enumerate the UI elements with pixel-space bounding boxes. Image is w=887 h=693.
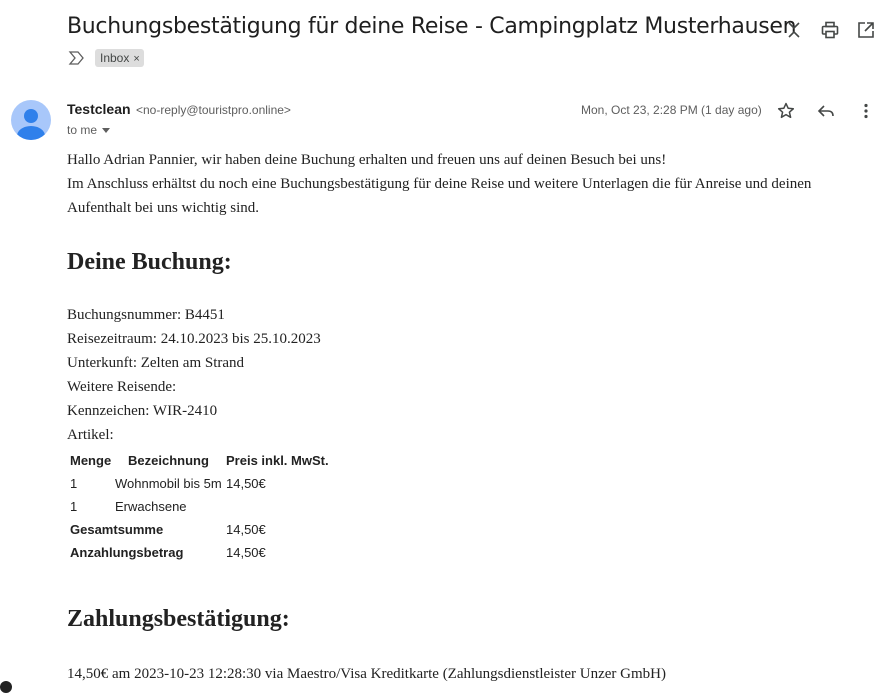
articles-label: Artikel: bbox=[67, 427, 114, 443]
payment-confirmation-text: 14,50€ am 2023-10-23 12:28:30 via Maestro/Visa Kreditkarte (Zahlungsdienstleister Unzer GmbH) bbox=[67, 666, 666, 682]
window-corner bbox=[0, 681, 12, 693]
intro-text-line-1: Im Anschluss erhältst du noch eine Buchungsbestätigung für deine Reise und weitere Unterlagen die für Anreise und deinen bbox=[67, 176, 812, 192]
table-header-row bbox=[67, 449, 329, 472]
table-header: Menge bbox=[70, 453, 112, 468]
deposit-label: Anzahlungsbetrag bbox=[70, 545, 184, 560]
remove-label-button[interactable]: × bbox=[133, 53, 140, 65]
star-icon[interactable] bbox=[776, 101, 796, 121]
booking-number: Buchungsnummer: B4451 bbox=[67, 307, 225, 323]
table-cell-qty: 1 bbox=[70, 476, 78, 491]
more-options-icon[interactable] bbox=[856, 101, 876, 121]
email-date: Mon, Oct 23, 2:28 PM (1 day ago) bbox=[581, 103, 762, 117]
person-icon bbox=[11, 100, 51, 140]
table-row bbox=[67, 472, 329, 495]
deposit-value: 14,50€ bbox=[226, 545, 266, 560]
total-value: 14,50€ bbox=[226, 522, 266, 537]
sender-name: Testclean bbox=[67, 101, 131, 117]
table-total-row bbox=[67, 518, 329, 541]
table-deposit-row bbox=[67, 541, 329, 564]
table-cell-qty: 1 bbox=[70, 499, 78, 514]
open-in-new-window-icon[interactable] bbox=[856, 20, 876, 40]
table-cell-price: 14,50€ bbox=[226, 476, 266, 491]
sender-email: <no-reply@touristpro.online> bbox=[136, 103, 291, 117]
payment-heading: Zahlungsbestätigung: bbox=[67, 606, 290, 632]
inbox-label-chip[interactable] bbox=[95, 49, 144, 67]
accommodation: Unterkunft: Zelten am Strand bbox=[67, 355, 245, 371]
license-plate: Kennzeichen: WIR-2410 bbox=[67, 403, 218, 419]
sender-avatar[interactable] bbox=[11, 100, 51, 140]
table-header: Preis inkl. MwSt. bbox=[226, 453, 329, 468]
importance-marker-icon[interactable] bbox=[68, 50, 86, 66]
travel-period: Reisezeitraum: 24.10.2023 bis 25.10.2023 bbox=[67, 331, 321, 347]
recipient-details-toggle[interactable] bbox=[67, 123, 110, 137]
expand-collapse-icon[interactable] bbox=[784, 20, 804, 40]
table-cell-name: Erwachsene bbox=[115, 499, 187, 514]
inbox-label-text: Inbox bbox=[100, 51, 130, 65]
reply-icon[interactable] bbox=[816, 101, 836, 121]
booking-heading: Deine Buchung: bbox=[67, 249, 232, 275]
table-row bbox=[67, 495, 329, 518]
additional-travelers: Weitere Reisende: bbox=[67, 379, 177, 395]
chevron-down-icon bbox=[102, 128, 110, 133]
intro-text-line-2: Aufenthalt bei uns wichtig sind. bbox=[67, 200, 260, 216]
print-icon[interactable] bbox=[820, 20, 840, 40]
articles-table bbox=[67, 449, 329, 564]
table-cell-price bbox=[226, 495, 329, 518]
recipient-text: to me bbox=[67, 123, 98, 137]
table-cell-name: Wohnmobil bis 5m bbox=[115, 476, 222, 491]
table-header: Bezeichnung bbox=[128, 453, 209, 468]
total-label: Gesamtsumme bbox=[70, 522, 164, 537]
greeting-text: Hallo Adrian Pannier, wir haben deine Buchung erhalten und freuen uns auf deinen Besuch bei uns! bbox=[67, 152, 667, 168]
email-subject: Buchungsbestätigung für deine Reise - Campingplatz Musterhausen bbox=[67, 14, 797, 39]
